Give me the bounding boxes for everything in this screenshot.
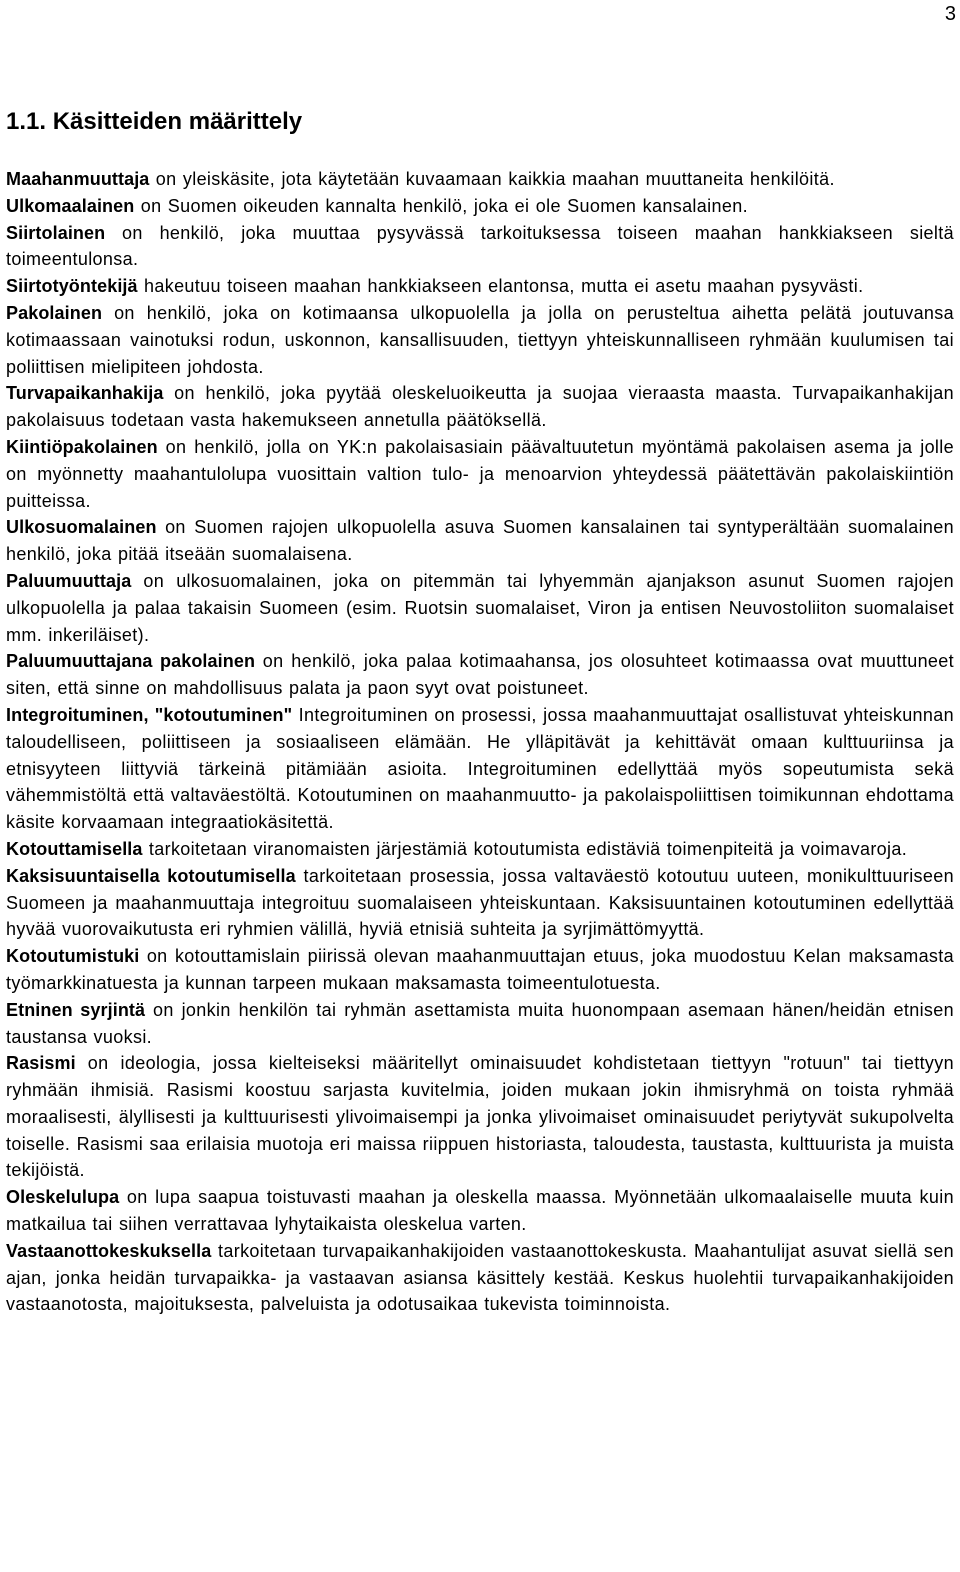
definition-text: on henkilö, jolla on YK:n pakolaisasiain päävaltuutetun myöntämä pakolaisen asema ja jolle on myönnetty maahantulolupa vuosittain valtion tulo- ja menoarvion yhteydessä päätettävän pakolaiskiintiön puitteissa. (6, 436, 954, 511)
definition-kotoutumistuki (6, 943, 954, 997)
definition-text: on Suomen rajojen ulkopuolella asuva Suomen kansalainen tai syntyperältään suomalainen henkilö, joka pitää itseään suomalaisena. (6, 517, 955, 565)
definition-maahanmuuttaja (6, 166, 954, 193)
definition-text: on kotouttamislain piirissä olevan maahanmuuttajan etuus, joka muodostuu Kelan maksamasta työmarkkinatuesta ja kunnan tarpeen mukaan maksamasta toimeentulotuesta. (6, 946, 954, 993)
term-label: Kiintiöpakolainen (6, 436, 158, 457)
definition-text: Integroituminen on prosessi, jossa maahanmuuttajat osallistuvat yhteiskunnan taloudelliseen, poliittiseen ja sosiaaliseen elämään. He ylläpitävät ja kehittävät omaan kulttuuriinsa ja etnisyyteen liittyviä tärkeinä pitämiään asioita. Integroituminen edellyttää myös sopeutumista sekä vähemmistöltä että valtaväestöltä. Kotoutuminen on maahanmuutto- ja pakolaispoliittisen toimikunnan ehdottama käsite korvaamaan integraatiokäsitettä. (6, 704, 954, 833)
definition-pakolainen (6, 300, 954, 380)
definition-text: on henkilö, joka on kotimaansa ulkopuolella ja jolla on perusteltua aihetta pelätä joutuvansa kotimaassaan vainotuksi rodun, uskonnon, kansallisuuden, tiettyyn yhteiskunnalliseen ryhmään kuulumisen tai poliittisen mielipiteen johdosta. (6, 302, 954, 377)
term-label: Paluumuuttaja (6, 570, 132, 591)
definition-kaksisuuntaisella-kotoutumisella (6, 863, 954, 943)
term-label: Oleskelulupa (6, 1187, 120, 1208)
definition-text: on Suomen oikeuden kannalta henkilö, joka ei ole Suomen kansalainen. (140, 195, 748, 216)
term-label: Integroituminen, "kotoutuminen" (6, 704, 293, 725)
definition-text: on jonkin henkilön tai ryhmän asettamista muita huonompaan asemaan hänen/heidän etnisen taustansa vuoksi. (6, 999, 954, 1047)
term-label: Maahanmuuttaja (6, 169, 150, 189)
definition-siirtolainen (6, 220, 954, 274)
definition-vastaanottokeskuksella (6, 1238, 954, 1318)
definition-turvapaikanhakija (6, 380, 954, 434)
definition-paluumuuttajana-pakolainen (6, 648, 954, 702)
definition-text: on ideologia, jossa kielteiseksi määritellyt ominaisuudet kohdistetaan tiettyyn "rotuun" tai tiettyyn ryhmään ihmisiä. Rasismi koostuu sarjasta kuvitelmia, joiden mukaan jokin ihmisryhmä on toista ryhmää moraalisesti, älyllisesti ja kulttuurisesti ylivoimaisempi ja jonka ylivoimaiset ominaisuudet periytyvät sukupolvelta toiselle. Rasismi saa erilaisia muotoja eri maissa riippuen historiasta, taloudesta, taustasta, kulttuurista ja muista tekijöistä. (6, 1053, 954, 1181)
definition-text: tarkoitetaan viranomaisten järjestämiä kotoutumista edistäviä toimenpiteitä ja voimavaroja. (148, 838, 908, 859)
term-label: Etninen syrjintä (6, 999, 146, 1020)
definition-rasismi (6, 1050, 954, 1184)
definition-ulkomaalainen (6, 193, 954, 220)
definition-text: on lupa saapua toistuvasti maahan ja oleskella maassa. Myönnetään ulkomaalaiselle muuta kuin matkailua tai siihen verrattavaa lyhytaikaista oleskelua varten. (6, 1187, 954, 1235)
term-label: Turvapaikanhakija (6, 383, 164, 404)
definition-ulkosuomalainen (6, 514, 954, 568)
section-heading: 1.1. Käsitteiden määrittely (6, 108, 303, 135)
term-label: Siirtolainen (6, 222, 106, 243)
definition-etninen-syrjinta (6, 997, 954, 1051)
term-label: Pakolainen (6, 302, 103, 323)
definition-integroituminen (6, 702, 954, 836)
definition-text: on henkilö, joka muuttaa pysyvässä tarkoituksessa toiseen maahan hankkiakseen sieltä toimeentulonsa. (6, 222, 954, 270)
term-label: Paluumuuttajana pakolainen (6, 651, 256, 672)
definition-text: on henkilö, joka pyytää oleskeluoikeutta ja suojaa vieraasta maasta. Turvapaikanhakijan pakolaisuus todetaan vasta hakemukseen annetulla päätöksellä. (6, 383, 954, 431)
term-label: Vastaanottokeskuksella (6, 1240, 212, 1261)
definition-text: hakeutuu toiseen maahan hankkiakseen elantonsa, mutta ei asetu maahan pysyvästi. (144, 276, 864, 297)
definition-text: tarkoitetaan turvapaikanhakijoiden vastaanottokeskusta. Maahantulijat asuvat siellä sen ajan, jonka heidän turvapaikka- ja vastaavan asiansa käsittely kestää. Keskus huolehtii turvapaikanhakijoiden vastaanotosta, majoituksesta, palveluista ja odotusaikaa tukevista toiminnoista. (6, 1240, 954, 1315)
term-label: Rasismi (6, 1053, 76, 1074)
definition-siirtotyontekija (6, 273, 954, 300)
term-label: Siirtotyöntekijä (6, 276, 138, 297)
term-label: Kotoutumistuki (6, 946, 140, 967)
term-label: Ulkomaalainen (6, 195, 135, 216)
definition-kotouttamisella (6, 836, 954, 863)
page-number: 3 (944, 3, 956, 25)
term-label: Kotouttamisella (6, 838, 143, 859)
definitions-list (6, 166, 954, 1318)
term-label: Ulkosuomalainen (6, 517, 157, 538)
term-label: Kaksisuuntaisella kotoutumisella (6, 865, 296, 886)
definition-kiintiopakolainen (6, 434, 954, 514)
definition-paluumuuttaja (6, 568, 954, 648)
definition-text: on ulkosuomalainen, joka on pitemmän tai lyhyemmän ajanjakson asunut Suomen rajojen ulkopuolella ja palaa takaisin Suomeen (esim. Ruotsin suomalaiset, Viron ja entisen Neuvostoliiton suomalaiset mm. inkeriläiset). (6, 570, 955, 645)
definition-text: tarkoitetaan prosessia, jossa valtaväestö kotoutuu uuteen, monikulttuuriseen Suomeen ja maahanmuuttaja integroituu suomalaiseen yhteiskuntaan. Kaksisuuntainen kotoutuminen edellyttää hyvää vuorovaikutusta eri ryhmien välillä, hyviä etnisiä suhteita ja syrjimättömyyttä. (6, 865, 954, 940)
definition-text: on yleiskäsite, jota käytetään kuvaamaan kaikkia maahan muuttaneita henkilöitä. (155, 169, 835, 189)
definition-oleskelulupa (6, 1184, 954, 1238)
definition-text: on henkilö, joka palaa kotimaahansa, jos olosuhteet kotimaassa ovat muuttuneet siten, että sinne on mahdollisuus palata ja paon syyt ovat poistuneet. (6, 651, 955, 699)
